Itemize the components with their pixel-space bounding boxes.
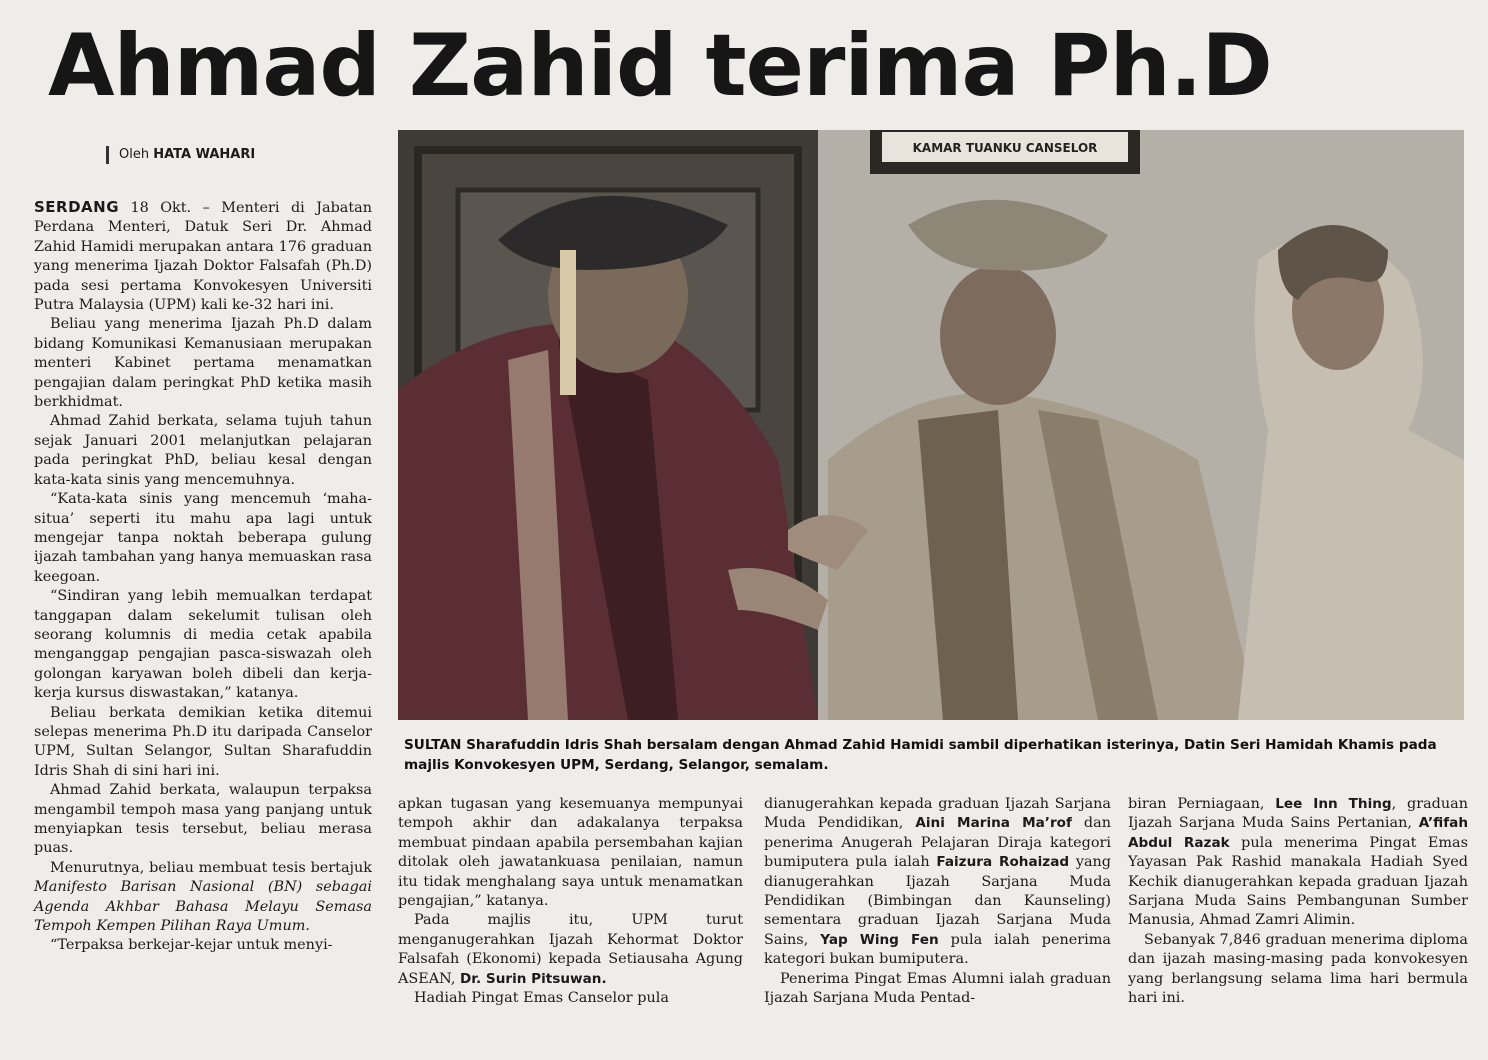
awardee-name: Faizura Rohaizad xyxy=(936,854,1070,871)
photo-caption: SULTAN Sharafuddin Idris Shah bersalam dengan Ahmad Zahid Hamidi sambil diperhatikan isterinya, Datin Seri Hamidah Khamis pada majlis Konvokesyen UPM, Serdang, Selangor, semalam. xyxy=(404,737,1437,773)
article-column-1 xyxy=(34,198,372,956)
paragraph-text: pula ialah penerima kategori bukan bumiputera. xyxy=(764,931,1111,968)
paragraph-text: Pada majlis itu, UPM turut menganugerahkan Ijazah Kehormat Doktor Falsafah (Ekonomi) kepada Setiausaha Agung ASEAN, xyxy=(398,912,743,987)
paragraph xyxy=(398,911,743,989)
paragraph-text: Menurutnya, beliau membuat tesis bertajuk xyxy=(50,859,372,876)
awardee-name: Yap Wing Fen xyxy=(820,931,939,948)
byline-prefix: Oleh xyxy=(119,147,150,162)
bleed-through-left xyxy=(0,130,26,1030)
dateline: SERDANG xyxy=(34,198,120,216)
paragraph xyxy=(34,859,372,937)
thesis-title: Manifesto Barisan Nasional (BN) sebagai Agenda Akhbar Bahasa Melayu Semasa Tempoh Kempen Pilihan Raya Umum. xyxy=(34,879,372,935)
paragraph: Beliau yang menerima Ijazah Ph.D dalam bidang Komunikasi Kemanusiaan merupakan menteri Kabinet pertama menamatkan pengajian dalam peringkat PhD ketika masih berkhidmat. xyxy=(34,316,372,411)
paragraph: “Terpaksa berkejar-kejar untuk menyi- xyxy=(50,937,333,954)
headline: Ahmad Zahid terima Ph.D xyxy=(48,16,1272,116)
paragraph xyxy=(34,198,372,315)
paragraph-text: , graduan Ijazah Sarjana Muda Sains Pertanian, xyxy=(1128,796,1468,832)
awardee-name: Lee Inn Thing xyxy=(1275,796,1392,812)
byline xyxy=(106,146,255,164)
paragraph: Ahmad Zahid berkata, selama tujuh tahun sejak Januari 2001 melanjutkan pelajaran pada peringkat PhD, beliau kesal dengan kata-kata sinis yang mencemuhnya. xyxy=(34,413,372,488)
paragraph-text: yang dianugerahkan Ijazah Sarjana Muda Pendidikan (Bimbingan dan Kaunseling) sementara graduan Ijazah Sarjana Muda Sains, xyxy=(764,854,1112,948)
article-column-4 xyxy=(1128,795,1468,1008)
paragraph: Ahmad Zahid berkata, walaupun terpaksa mengambil tempoh masa yang panjang untuk menyiapkan tesis tersebut, beliau merasa puas. xyxy=(34,782,372,857)
article-column-3 xyxy=(764,795,1111,1008)
honoree-name: Dr. Surin Pitsuwan. xyxy=(459,970,607,987)
article-column-2 xyxy=(398,795,743,1008)
paragraph: apkan tugasan yang kesemuanya mempunyai tempoh akhir dan adakalanya terpaksa membuat pindaan apabila persembahan kajian ditolak oleh jawatankuasa penilaian, namun itu tidak menghalang saya untuk menamatkan pengajian,” katanya. xyxy=(398,796,743,910)
paragraph: Penerima Pingat Emas Alumni ialah graduan Ijazah Sarjana Muda Pentad- xyxy=(764,970,1111,1007)
awardee-name: Aini Marina Ma’rof xyxy=(915,815,1072,832)
paragraph-text: 18 Okt. – Menteri di Jabatan Perdana Menteri, Datuk Seri Dr. Ahmad Zahid Hamidi merupakan antara 176 graduan yang menerima Ijazah Doktor Falsafah (Ph.D) pada sesi pertama Konvokesyen Universiti Putra Malaysia (UPM) kali ke-32 hari ini. xyxy=(34,200,372,314)
paragraph-text: dan penerima Anugerah Pelajaran Diraja kategori bumiputera pula ialah xyxy=(764,815,1111,871)
paragraph: Beliau berkata demikian ketika ditemui selepas menerima Ph.D itu daripada Canselor UPM, Sultan Selangor, Sultan Sharafuddin Idris Shah di sini hari ini. xyxy=(34,704,372,779)
paragraph: “Kata-kata sinis yang mencemuh ‘maha-situa’ seperti itu mahu apa lagi untuk mengejar tanpa noktah beberapa gulung ijazah tambahan yang hanya memuaskan rasa keegoan. xyxy=(34,491,372,585)
paragraph: “Sindiran yang lebih memualkan terdapat tanggapan dalam sekelumit tulisan oleh seorang kolumnis di media cetak apabila menganggap pengajian pasca-siswazah oleh golongan karyawan boleh dibeli dan kerja-kerja kursus diswastakan,” katanya. xyxy=(34,588,372,702)
paragraph-text: biran Perniagaan, xyxy=(1128,796,1276,812)
paragraph: Sebanyak 7,846 graduan menerima diploma dan ijazah masing-masing pada konvokesyen yang berlangsung selama lima hari bermula hari ini. xyxy=(1128,931,1468,1007)
paragraph-text: dianugerahkan kepada graduan Ijazah Sarjana Muda Pendidikan, xyxy=(764,796,1111,832)
paragraph xyxy=(1128,795,1468,931)
byline-author: HATA WAHARI xyxy=(153,147,256,162)
photo-illustration xyxy=(398,130,1464,720)
awardee-name: A’fifah Abdul Razak xyxy=(1128,815,1468,851)
paragraph: Hadiah Pingat Emas Canselor pula xyxy=(414,990,669,1007)
news-photo xyxy=(398,130,1464,720)
sign-text: KAMAR TUANKU CANSELOR xyxy=(912,141,1098,155)
paragraph xyxy=(764,795,1111,970)
paragraph-text: pula menerima Pingat Emas Yayasan Pak Rashid manakala Hadiah Syed Kechik dianugerahkan kepada graduan Ijazah Sarjana Muda Sains Pembangunan Sumber Manusia, Ahmad Zamri Alimin. xyxy=(1128,834,1468,929)
